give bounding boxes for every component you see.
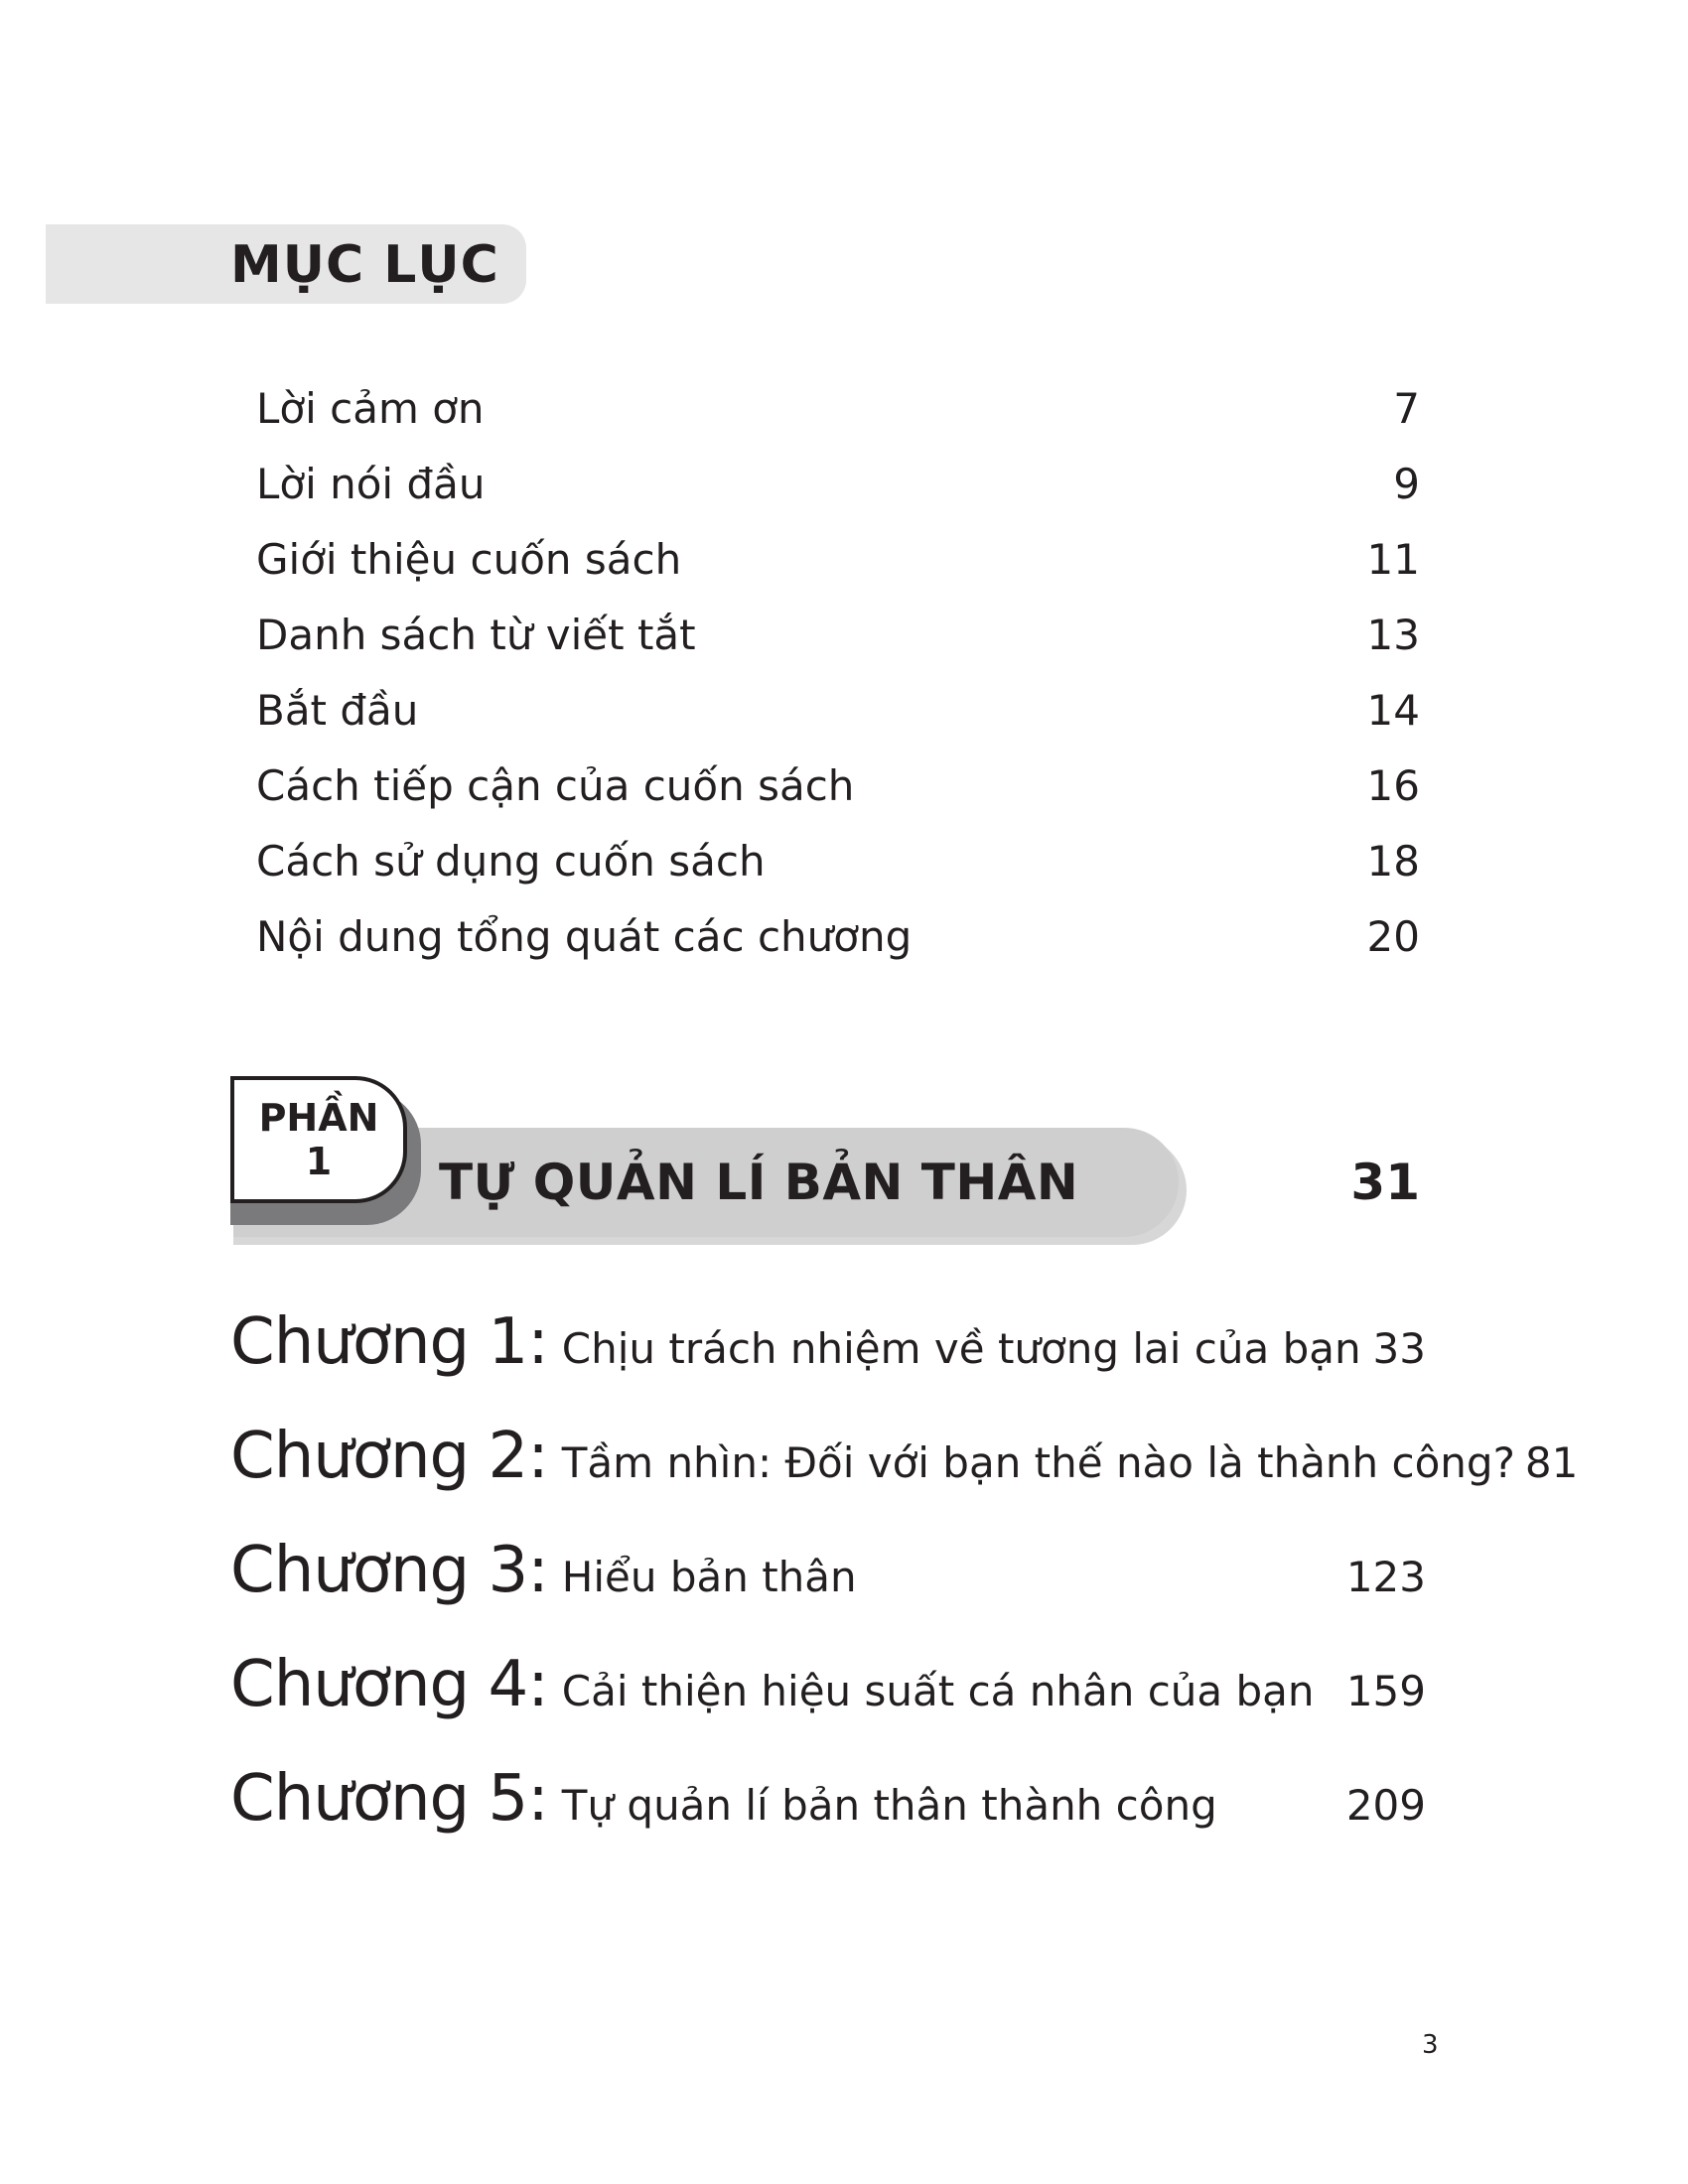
toc-entry[interactable] [256,374,1420,444]
toc-entry-page: 14 [1366,686,1420,735]
chapter-label: Chương 1: [230,1305,548,1379]
part-label-tab [230,1076,407,1203]
chapter-title: Cải thiện hiệu suất cá nhân của bạn [561,1667,1315,1715]
toc-entry[interactable] [256,751,1420,821]
chapter-page: 209 [1345,1781,1426,1830]
chapter-title: Chịu trách nhiệm về tương lai của bạn [561,1324,1361,1373]
toc-entry-title: Nội dung tổng quát các chương [256,912,913,961]
toc-entry-title: Bắt đầu [256,686,419,735]
chapter-entry[interactable] [230,1526,1426,1615]
page-number: 3 [1422,2030,1439,2060]
chapter-label: Chương 5: [230,1762,548,1836]
chapter-page: 159 [1345,1667,1426,1715]
toc-entry-title: Lời nói đầu [256,460,486,508]
part-label-word: PHẦN [258,1096,379,1140]
chapter-entry[interactable] [230,1640,1426,1729]
toc-entry-title: Cách sử dụng cuốn sách [256,837,766,886]
chapter-title: Hiểu bản thân [561,1553,857,1601]
toc-entry-page: 20 [1366,912,1420,961]
toc-entry-title: Cách tiếp cận của cuốn sách [256,761,855,810]
part-label-number: 1 [305,1140,333,1183]
toc-entry[interactable] [256,525,1420,595]
toc-entry[interactable] [256,827,1420,896]
page-title: MỤC LỤC [230,235,499,295]
toc-entry[interactable] [256,902,1420,972]
part-page: 31 [1350,1154,1420,1211]
chapter-page: 33 [1372,1324,1426,1373]
chapter-entry[interactable] [230,1754,1426,1843]
chapter-page: 123 [1345,1553,1426,1601]
toc-entry-page: 7 [1393,384,1420,433]
toc-entry-page: 11 [1366,535,1420,584]
toc-entry-page: 13 [1366,611,1420,659]
toc-entry-page: 9 [1393,460,1420,508]
toc-entry-page: 16 [1366,761,1420,810]
toc-entry-title: Giới thiệu cuốn sách [256,535,682,584]
chapter-label: Chương 4: [230,1648,548,1721]
toc-entry-title: Danh sách từ viết tắt [256,611,696,659]
chapter-label: Chương 2: [230,1420,548,1493]
toc-entry-title: Lời cảm ơn [256,384,485,433]
chapter-title: Tự quản lí bản thân thành công [561,1781,1217,1830]
toc-entry-page: 18 [1366,837,1420,886]
toc-entry[interactable] [256,676,1420,746]
chapter-label: Chương 3: [230,1534,548,1607]
part-title[interactable]: TỰ QUẢN LÍ BẢN THÂN [439,1154,1079,1211]
toc-entry[interactable] [256,450,1420,519]
chapter-entry[interactable] [230,1412,1579,1501]
chapter-entry[interactable] [230,1297,1426,1387]
chapter-title: Tầm nhìn: Đối với bạn thế nào là thành công? [561,1438,1515,1487]
toc-entry[interactable] [256,601,1420,670]
chapter-page: 81 [1524,1438,1579,1487]
